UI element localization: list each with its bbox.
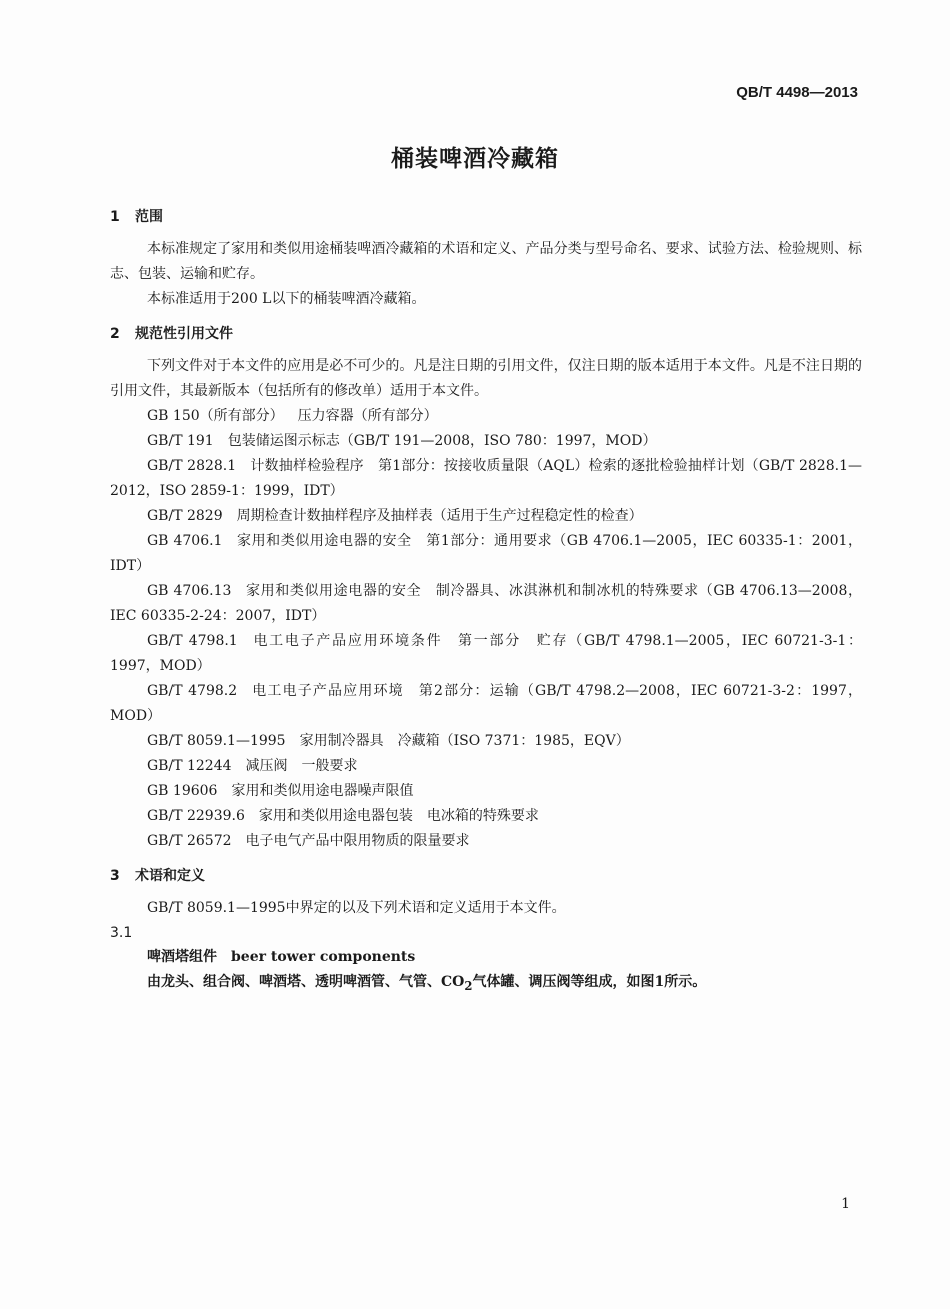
reference-item [110,629,862,679]
scope-paragraph: 本标准规定了家用和类似用途桶装啤酒冷藏箱的术语和定义、产品分类与型号命名、要求、试验方法、检验规则、标志、包装、运输和贮存。 [110,241,862,282]
reference-code: GB/T 4798.1 [147,633,238,649]
reference-title: 减压阀 一般要求 [245,758,358,774]
reference-item [110,729,862,754]
definition-text-end: 气体罐、调压阀等组成，如图1所示。 [472,974,707,990]
page-number: 1 [841,1196,850,1212]
section-title: 术语和定义 [135,868,205,884]
section-number: 2 [110,326,120,342]
reference-code: GB/T 22939.6 [147,808,245,824]
reference-code: GB/T 4798.2 [147,683,238,699]
reference-title: 电工电子产品应用环境 第2部分：运输（GB/T 4798.2—2008，IEC 60721-3-2：1997，MOD） [110,683,862,724]
reference-item [110,804,862,829]
reference-title: 家用和类似用途电器噪声限值 [231,783,414,799]
reference-item [110,404,862,429]
document-body [110,205,862,999]
reference-code: GB 19606 [147,783,218,799]
definition-text-start: 由龙头、组合阀、啤酒塔、透明啤酒管、气管、CO [147,974,465,990]
reference-item [110,579,862,629]
section-3-heading [110,864,862,888]
reference-title: 周期检查计数抽样程序及抽样表（适用于生产过程稳定性的检查） [236,508,643,524]
scope-applicability: 本标准适用于200 L以下的桶装啤酒冷藏箱。 [147,291,426,307]
reference-title: 计数抽样检验程序 第1部分：按接收质量限（AQL）检索的逐批检验抽样计划（GB/T 2828.1—2012，ISO 2859-1：1999，IDT） [110,458,862,499]
reference-list [110,404,862,854]
reference-title: 家用和类似用途电器的安全 第1部分：通用要求（GB 4706.1—2005，IEC 60335-1：2001，IDT） [110,533,862,574]
section-number: 3 [110,868,120,884]
section-1-heading [110,205,862,229]
reference-title: 电子电气产品中限用物质的限量要求 [245,833,470,849]
reference-code: GB/T 2828.1 [147,458,237,474]
reference-code: GB 150（所有部分） [147,408,284,424]
reference-title: 家用和类似用途电器的安全 制冷器具、冰淇淋机和制冰机的特殊要求（GB 4706.13—2008，IEC 60335-2-24：2007，IDT） [110,583,862,624]
standard-code: QB/T 4498—2013 [736,84,858,101]
reference-title: 包装储运图示标志（GB/T 191—2008，ISO 780：1997，MOD） [227,433,657,449]
section-number: 1 [110,209,120,225]
reference-item [110,429,862,454]
reference-item [110,829,862,854]
reference-item [110,679,862,729]
reference-title: 压力容器（所有部分） [297,408,438,424]
reference-code: GB/T 12244 [147,758,232,774]
section-2-heading [110,322,862,346]
reference-title: 电工电子产品应用环境条件 第一部分 贮存（GB/T 4798.1—2005，IEC 60721-3-1：1997，MOD） [110,633,862,674]
term-heading [110,945,862,970]
reference-item [110,504,862,529]
document-title: 桶装啤酒冷藏箱 [391,145,559,172]
reference-code: GB 4706.1 [147,533,223,549]
term-definition [110,970,862,999]
terms-intro: GB/T 8059.1—1995中界定的以及下列术语和定义适用于本文件。 [147,900,566,916]
reference-code: GB 4706.13 [147,583,232,599]
section-title: 范围 [135,209,163,225]
references-intro: 下列文件对于本文件的应用是必不可少的。凡是注日期的引用文件，仅注日期的版本适用于本文件。凡是不注日期的引用文件，其最新版本（包括所有的修改单）适用于本文件。 [110,358,862,399]
reference-item [110,454,862,504]
reference-code: GB/T 2829 [147,508,223,524]
reference-code: GB/T 26572 [147,833,232,849]
reference-item [110,754,862,779]
section-title: 规范性引用文件 [135,326,233,342]
reference-item [110,529,862,579]
term-number: 3.1 [110,925,133,941]
reference-title: 家用和类似用途电器包装 电冰箱的特殊要求 [258,808,539,824]
reference-title: 家用制冷器具 冷藏箱（ISO 7371：1985，EQV） [299,733,630,749]
reference-code: GB/T 8059.1—1995 [147,733,286,749]
co2-subscript: 2 [464,978,473,993]
reference-code: GB/T 191 [147,433,214,449]
reference-item [110,779,862,804]
term-english: beer tower components [231,949,416,965]
term-chinese: 啤酒塔组件 [147,949,217,965]
